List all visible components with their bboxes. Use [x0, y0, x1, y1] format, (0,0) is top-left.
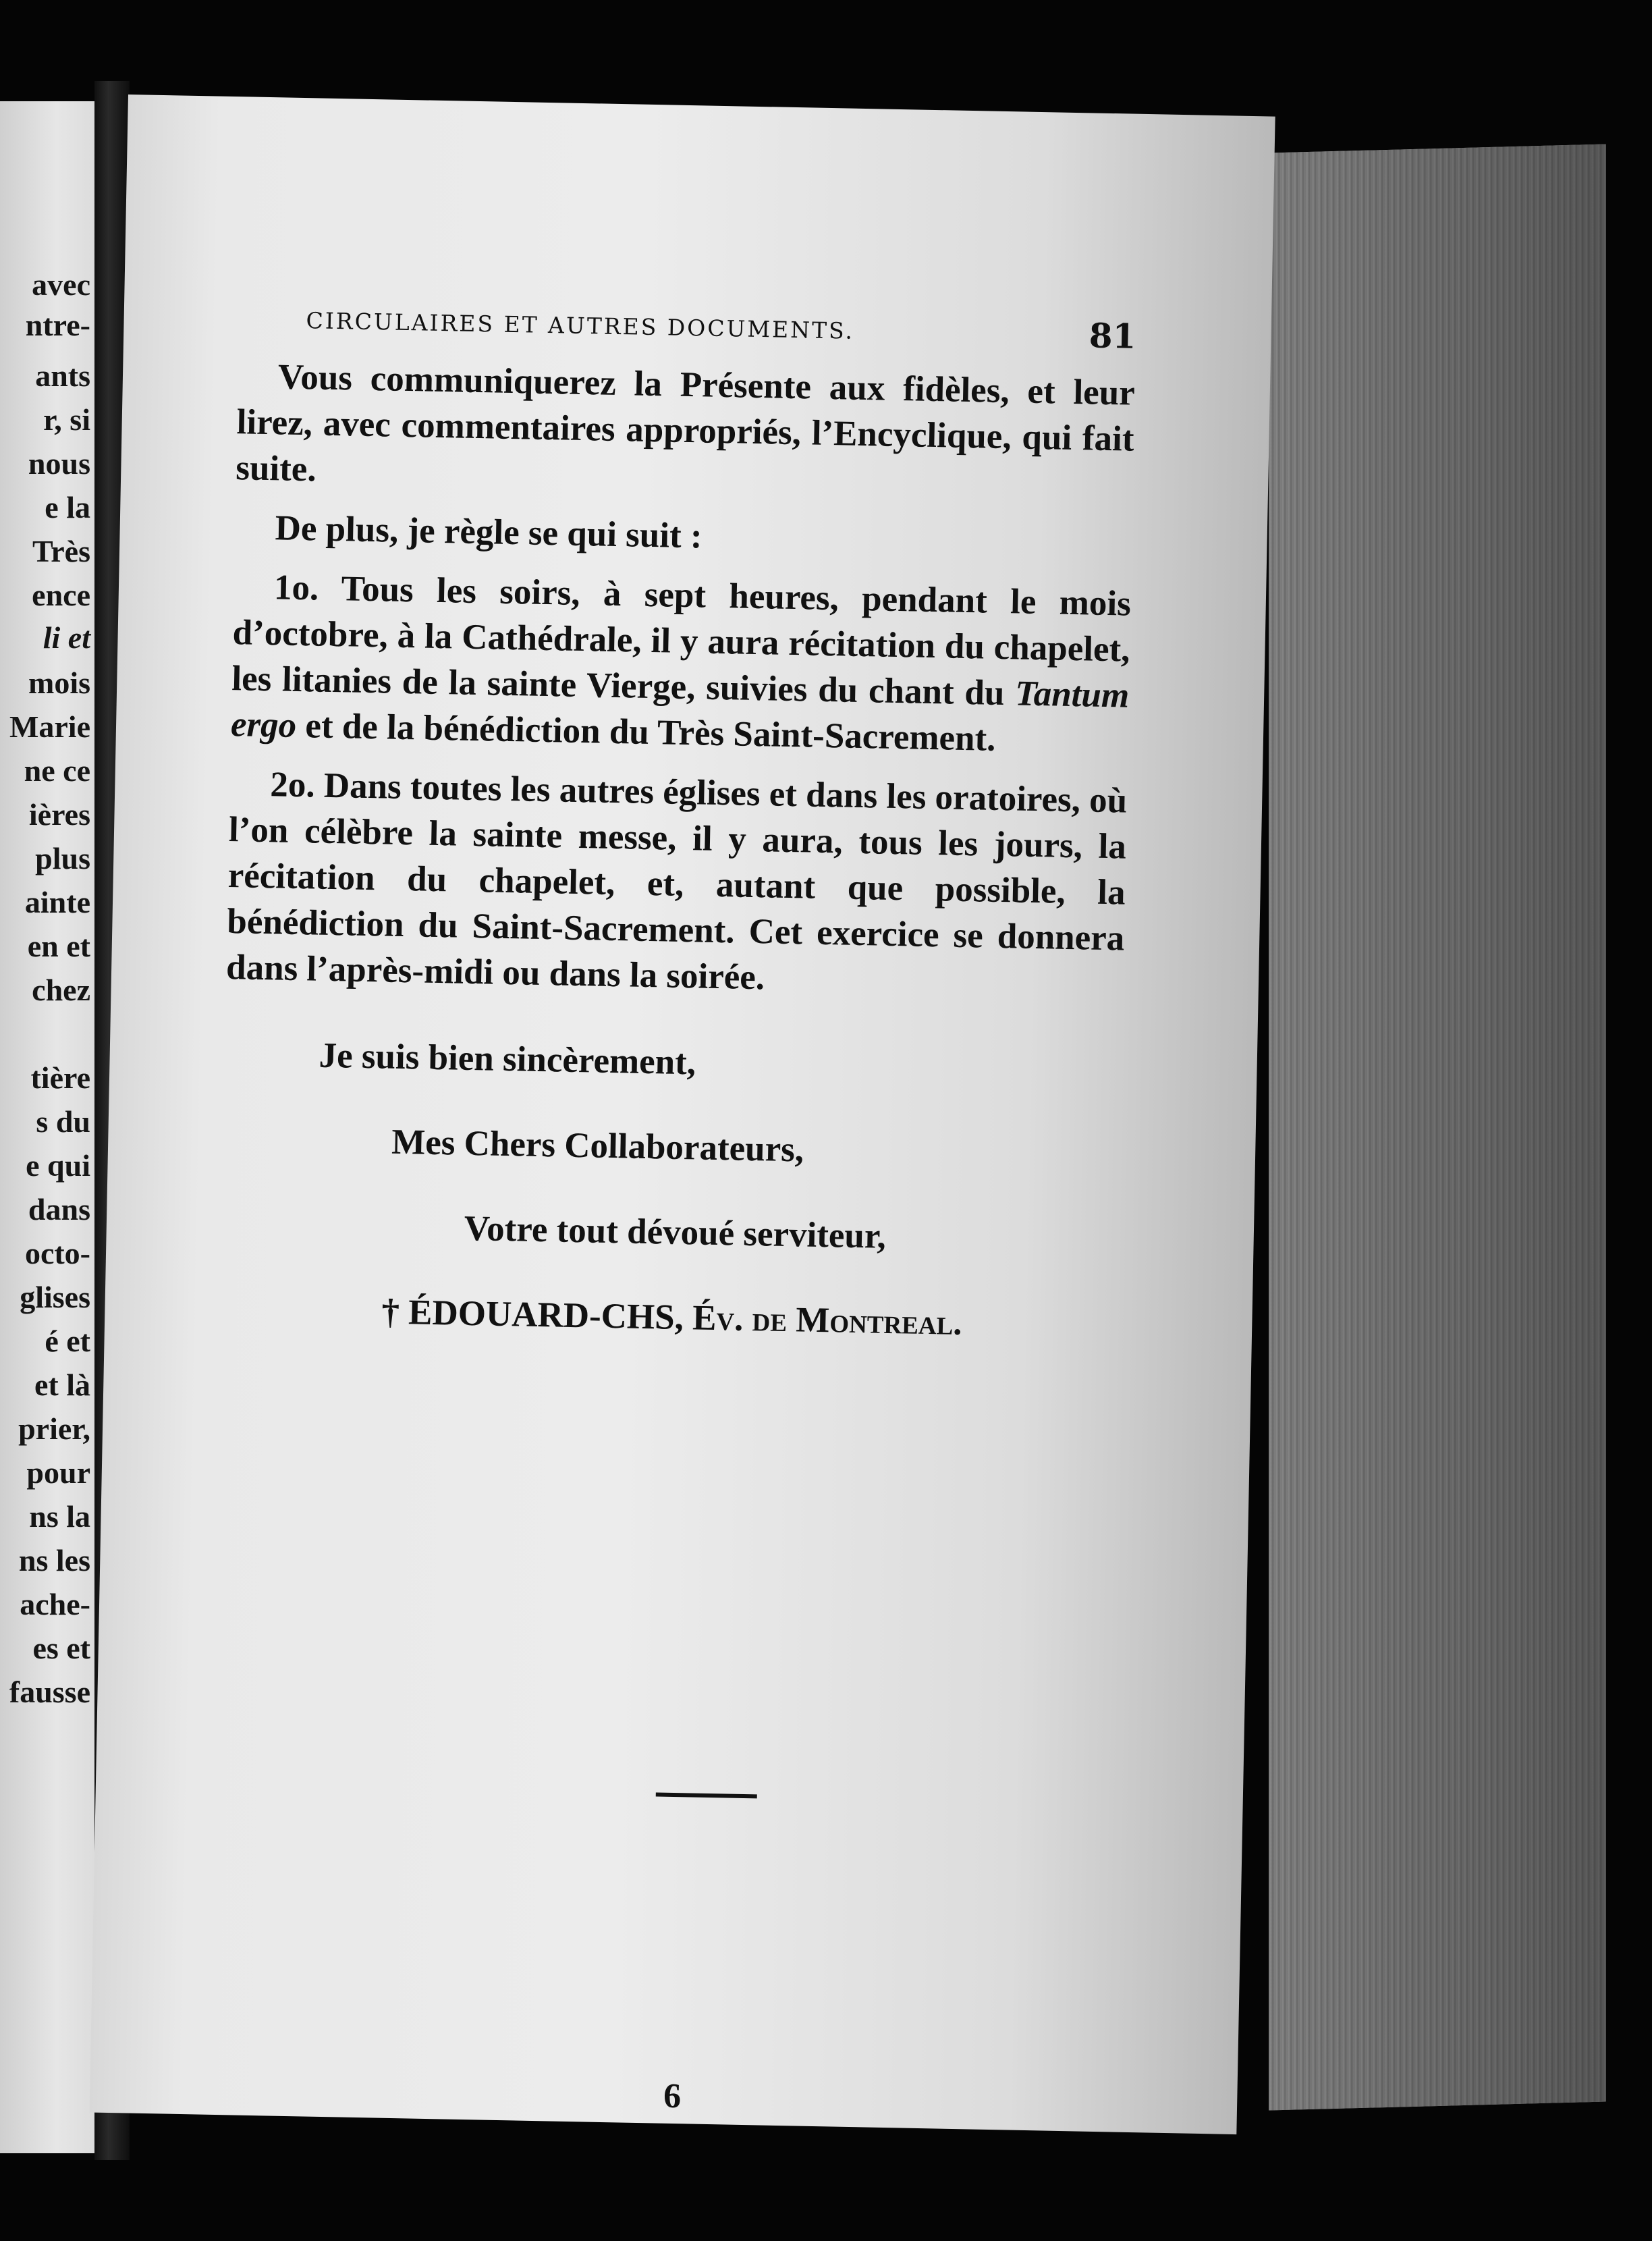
signature-name: † ÉDOUARD-CHS, [381, 1292, 693, 1338]
signature-mark: 6 [663, 2076, 682, 2116]
paragraph-3-text-a: 1o. Tous les soirs, à sept heures, pendant le mois d’octobre, à la Cathédrale, il y aura récitation du chapelet, les litanies de la sainte Vierge, suivies du chant du [231, 568, 1132, 713]
left-page-text-fragment: ns les [18, 1543, 90, 1577]
left-page-text-fragment: ntre- [25, 308, 90, 342]
left-page-text-fragment: mois [28, 666, 90, 700]
left-page-text-fragment: ainte [24, 885, 90, 919]
left-page-text-fragment: es et [32, 1631, 90, 1665]
closing-line-2: Mes Chers Collaborateurs, [391, 1122, 804, 1170]
closing-block [219, 1031, 1122, 1349]
left-page-text-fragment: tière [30, 1060, 90, 1095]
left-page-text-fragment: chez [32, 973, 90, 1007]
page-content [219, 299, 1136, 2116]
left-page-fragment [0, 101, 94, 2153]
left-page-text-fragment: ières [28, 797, 90, 832]
left-page-text-fragment: ache- [20, 1587, 90, 1621]
left-page-text-fragment: dans [28, 1192, 90, 1226]
signature [219, 1286, 1118, 1349]
paragraph-3-text-b: et de la bénédiction du Très Saint-Sacrement. [296, 705, 997, 759]
left-page-text-fragment: li et [43, 620, 90, 655]
left-page-text-fragment: prier, [18, 1411, 90, 1446]
section-rule [656, 1792, 757, 1798]
left-page-text-fragment: e qui [26, 1148, 90, 1183]
signature-title: Év. de Montreal. [692, 1298, 963, 1343]
left-page-text-fragment: en et [27, 929, 90, 963]
closing-line-1: Je suis bien sincèrement, [319, 1035, 696, 1083]
left-page-text-fragment: ants [35, 358, 90, 393]
paragraph-3 [230, 564, 1131, 764]
paragraph-1: Vous communiquerez la Présente aux fidèles, et leur lirez, avec commentaires appropriés, l’Encyclique, qui fait suite. [235, 357, 1136, 489]
left-page-text-fragment: et là [34, 1368, 90, 1402]
left-page-text-fragment: e la [45, 490, 90, 524]
paragraph-4: 2o. Dans toutes les autres églises et dans les oratoires, où l’on célèbre la sainte messe, il y aura, tous les jours, la récitation du chapelet, et, autant que possible, la bénédiction du Saint-Sacrement. Cet exercice se donnera dans l’après-midi ou dans la soirée. [225, 765, 1128, 998]
left-page-text-fragment: Marie [9, 709, 90, 744]
book-page-edges [1269, 144, 1606, 2110]
left-page-text-fragment: pour [26, 1455, 90, 1490]
left-page-text-fragment: plus [35, 841, 90, 875]
left-page-text-fragment: Très [32, 534, 90, 568]
closing-line-3: Votre tout dévoué serviteur, [464, 1208, 887, 1256]
paragraph-2: De plus, je règle se qui suit : [275, 508, 703, 556]
page-number: 81 [1089, 315, 1136, 356]
left-page-text-fragment: ns la [29, 1499, 90, 1534]
left-page-text-fragment: glises [20, 1280, 90, 1314]
left-page-text-fragment: r, si [43, 402, 90, 437]
left-page-text-fragment: avec [32, 267, 90, 302]
left-page-text-fragment: é et [45, 1324, 90, 1358]
left-page-text-fragment: ence [32, 578, 90, 612]
document-page [90, 94, 1275, 2134]
left-page-text-fragment: nous [28, 446, 90, 481]
left-page-text-fragment: octo- [24, 1236, 90, 1270]
left-page-text-fragment: ne ce [24, 753, 90, 788]
left-page-text-fragment: s du [36, 1104, 90, 1139]
paragraph-3-italic: Tantum ergo [230, 674, 1130, 745]
running-title: CIRCULAIRES ET AUTRES DOCUMENTS. [306, 307, 855, 344]
left-page-text-fragment: fausse [9, 1675, 90, 1709]
